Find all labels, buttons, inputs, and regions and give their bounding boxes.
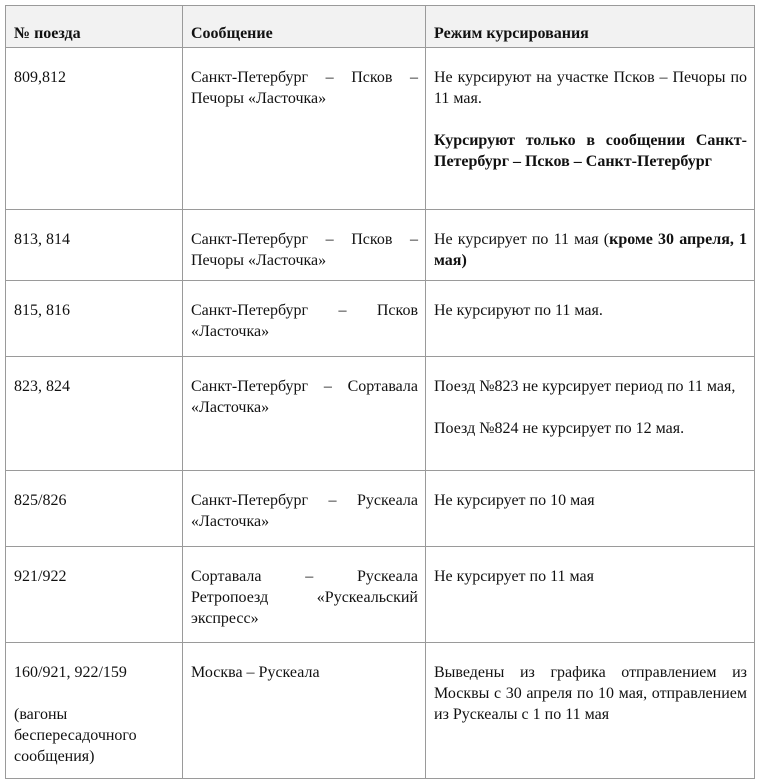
mode-cell: Не курсирует по 10 мая: [426, 471, 755, 547]
table-row: [6, 357, 755, 471]
mode-text: Не курсируют на участке Псков – Печоры по 11 мая.: [434, 69, 747, 107]
mode-cell: Не курсируют по 11 мая.: [426, 281, 755, 357]
route-cell: Санкт-Петербург – Рускеала «Ласточка»: [183, 471, 426, 547]
mode-text: Не курсирует по 11 мая (: [434, 231, 610, 248]
route-cell: Сортавала – Рускеала Ретропоезд «Рускеальский экспресс»: [183, 547, 426, 643]
train-number-cell: [6, 643, 183, 779]
mode-cell: Не курсирует по 11 мая: [426, 547, 755, 643]
header-row: [6, 6, 755, 48]
train-number-cell: 809,812: [6, 48, 183, 210]
route-cell: Санкт-Петербург – Псков – Печоры «Ласточка»: [183, 210, 426, 281]
table-row: [6, 48, 755, 210]
train-number-cell: 813, 814: [6, 210, 183, 281]
route-cell: Санкт-Петербург – Сортавала «Ласточка»: [183, 357, 426, 471]
train-note: (вагоны беспересадочного сообщения): [14, 706, 137, 765]
header-train-number: № поезда: [6, 6, 183, 48]
header-schedule-mode: Режим курсирования: [426, 6, 755, 48]
train-number-cell: 825/826: [6, 471, 183, 547]
mode-text: Выведены из графика отправлением из Москвы с 30 апреля по 10 мая, отправлением из Рускеалы с 1 по 11 мая: [434, 664, 747, 723]
header-route: Сообщение: [183, 6, 426, 48]
route-cell: Санкт-Петербург – Псков «Ласточка»: [183, 281, 426, 357]
mode-text-bold: [434, 130, 747, 172]
mode-text: Поезд №824 не курсирует по 12 мая.: [434, 420, 685, 437]
mode-bold: кроме 30 апреля, 1 мая): [434, 231, 748, 269]
table-row: [6, 281, 755, 357]
table-row: [6, 210, 755, 281]
mode-cell: [426, 210, 755, 281]
train-number: 160/921, 922/159: [14, 664, 127, 681]
table-row: [6, 471, 755, 547]
table-row: [6, 547, 755, 643]
mode-bold: Курсируют только в сообщении Санкт-Петербург – Псков – Санкт-Петербург: [434, 132, 747, 170]
mode-cell: [426, 357, 755, 471]
mode-text: Поезд №823 не курсирует период по 11 мая,: [434, 378, 736, 395]
train-number-cell: 823, 824: [6, 357, 183, 471]
train-number-cell: 815, 816: [6, 281, 183, 357]
route-cell: Санкт-Петербург – Псков – Печоры «Ласточка»: [183, 48, 426, 210]
route-cell: Москва – Рускеала: [183, 643, 426, 779]
table-row: [6, 643, 755, 779]
mode-cell: [426, 48, 755, 210]
train-number-cell: 921/922: [6, 547, 183, 643]
schedule-table: [5, 5, 755, 779]
mode-cell: [426, 643, 755, 779]
